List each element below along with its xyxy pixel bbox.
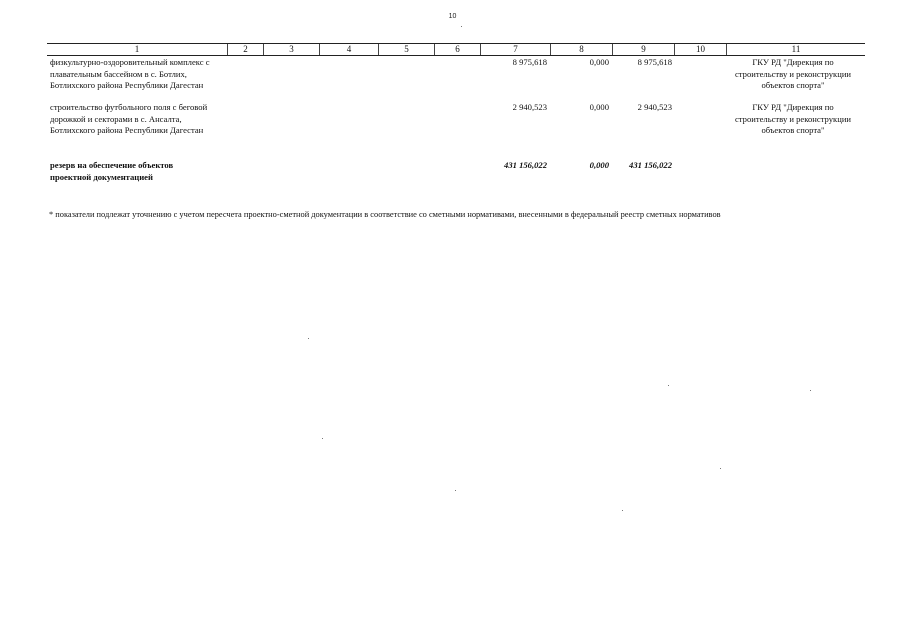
row-value-col7: 8 975,618 — [512, 57, 547, 67]
column-number-8: 8 — [551, 44, 613, 55]
reserve-value-col8: 0,000 — [589, 160, 609, 170]
scan-speck — [720, 468, 721, 469]
column-number-7: 7 — [481, 44, 551, 55]
scan-speck — [455, 490, 456, 491]
row-object-name: строительство футбольного поля с беговой дорожкой и секторами в с. Ансалта, Ботлихского района Республики Дагестан — [50, 102, 208, 136]
column-number-2: 2 — [228, 44, 264, 55]
scan-speck — [810, 390, 811, 391]
row-object-name: физкультурно-оздоровительный комплекс с плавательным бассейном в с. Ботлих, Ботлихского района Республики Дагестан — [50, 57, 210, 91]
row-value-col8: 0,000 — [589, 57, 609, 67]
row-value-col7: 2 940,523 — [512, 102, 547, 112]
column-number-11: 11 — [791, 44, 801, 54]
scan-speck — [461, 26, 462, 27]
scan-speck — [622, 510, 623, 511]
footnote: * показатели подлежат уточнению с учетом пересчета проектно-сметной документации в соответствие со сметными нормативами, внесенными в федеральный реестр сметных нормативов — [49, 210, 721, 219]
row-value-col9: 2 940,523 — [637, 102, 672, 112]
reserve-value-col9: 431 156,022 — [629, 160, 672, 170]
column-number-5: 5 — [379, 44, 435, 55]
page-number: 10 — [448, 13, 457, 20]
scan-speck — [322, 438, 323, 439]
reserve-value-col7: 431 156,022 — [504, 160, 547, 170]
reserve-label: резерв на обеспечение объектов проектной документацией — [50, 160, 174, 182]
column-number-10: 10 — [675, 44, 727, 55]
column-number-4: 4 — [320, 44, 379, 55]
table-header-bottom-border — [47, 55, 865, 56]
row-value-col9: 8 975,618 — [637, 57, 672, 67]
column-number-9: 9 — [613, 44, 675, 55]
row-organization: ГКУ РД "Дирекция по строительству и реконструкции объектов спорта" — [734, 57, 852, 91]
column-number-1: 1 — [47, 44, 228, 55]
row-organization: ГКУ РД "Дирекция по строительству и реконструкции объектов спорта" — [734, 102, 852, 136]
column-number-6: 6 — [435, 44, 481, 55]
scan-speck — [308, 338, 309, 339]
row-value-col8: 0,000 — [589, 102, 609, 112]
scan-speck — [668, 385, 669, 386]
column-number-3: 3 — [264, 44, 320, 55]
